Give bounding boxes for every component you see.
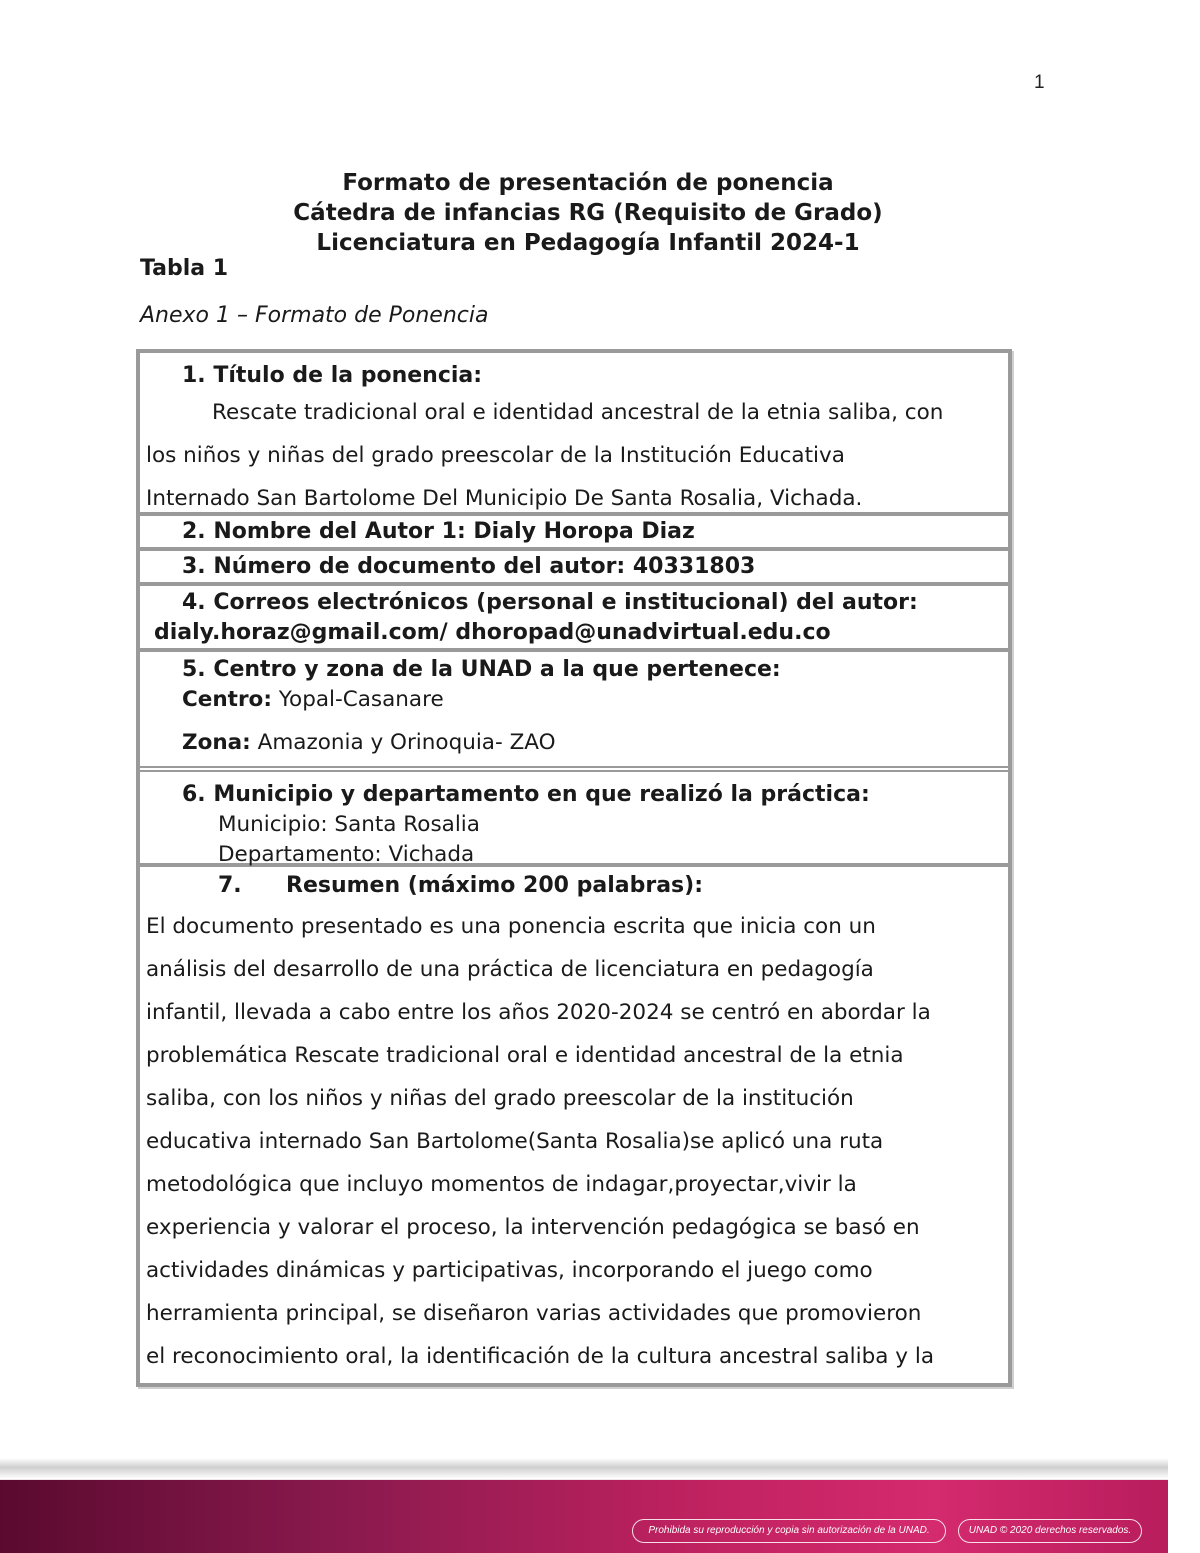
section-document-number — [140, 551, 1008, 586]
summary-heading — [146, 871, 1002, 901]
summary-heading-text: Resumen (máximo 200 palabras): — [286, 873, 703, 898]
annex-label: Anexo 1 – Formato de Ponencia — [140, 303, 489, 328]
zone-value: Amazonia y Orinoquia- ZAO — [250, 730, 556, 755]
section-title-heading: 1. Título de la ponencia: — [182, 363, 483, 388]
summary-line: infantil, llevada a cabo entre los años 2020-2024 se centró en abordar la — [146, 1000, 931, 1025]
section-emails — [140, 586, 1008, 652]
summary-line: actividades dinámicas y participativas, incorporando el juego como — [146, 1258, 873, 1283]
summary-line: saliba, con los niños y niñas del grado preescolar de la institución — [146, 1086, 854, 1111]
summary-text — [146, 905, 1002, 1378]
summary-line: experiencia y valorar el proceso, la intervención pedagógica se basó en — [146, 1215, 920, 1240]
summary-number: 7. — [218, 873, 242, 898]
department-value: Departamento: Vichada — [218, 842, 475, 867]
section-center-zone — [140, 652, 1008, 772]
section-municipality — [140, 772, 1008, 867]
author-heading: 2. Nombre del Autor 1: Dialy Horopa Diaz — [182, 519, 695, 544]
table-label: Tabla 1 — [140, 256, 229, 281]
title-catedra: Cátedra de infancias RG (Requisito de Grado) — [293, 200, 883, 226]
center-label: Centro: — [182, 687, 272, 712]
summary-line: problemática Rescate tradicional oral e identidad ancestral de la etnia — [146, 1043, 904, 1068]
title-format: Formato de presentación de ponencia — [342, 170, 834, 196]
zone-line — [146, 728, 1002, 758]
footer-notice: Prohibida su reproducción y copia sin autorización de la UNAD. — [632, 1519, 946, 1543]
document-number-heading: 3. Número de documento del autor: 40331803 — [182, 554, 756, 579]
footer-copyright: UNAD © 2020 derechos reservados. — [958, 1519, 1142, 1543]
summary-line: El documento presentado es una ponencia escrita que inicia con un — [146, 914, 876, 939]
emails-heading: 4. Correos electrónicos (personal e institucional) del autor: — [182, 590, 918, 615]
footer-gradient-band — [0, 1480, 1168, 1553]
center-value: Yopal-Casanare — [271, 687, 444, 712]
center-line — [146, 685, 1002, 715]
summary-line: análisis del desarrollo de una práctica de licenciatura en pedagogía — [146, 957, 874, 982]
title-line: Internado San Bartolome Del Municipio De Santa Rosalia, Vichada. — [146, 486, 863, 511]
title-licenciatura: Licenciatura en Pedagogía Infantil 2024-1 — [316, 230, 860, 256]
section-author — [140, 516, 1008, 551]
footer-banner — [0, 1458, 1168, 1553]
summary-line: educativa internado San Bartolome(Santa Rosalia)se aplicó una ruta — [146, 1129, 884, 1154]
summary-line: el reconocimiento oral, la identificación de la cultura ancestral saliba y la — [146, 1344, 934, 1369]
section-title — [140, 353, 1008, 516]
center-zone-heading: 5. Centro y zona de la UNAD a la que pertenece: — [182, 657, 781, 682]
municipality-value: Municipio: Santa Rosalia — [218, 812, 480, 837]
summary-line: herramienta principal, se diseñaron varias actividades que promovieron — [146, 1301, 922, 1326]
document-titles — [0, 168, 1176, 258]
section-summary — [140, 867, 1008, 1383]
zone-label: Zona: — [182, 730, 251, 755]
page-number: 1 — [1034, 72, 1045, 93]
emails-value: dialy.horaz@gmail.com/ dhoropad@unadvirtual.edu.co — [154, 620, 831, 645]
municipality-heading: 6. Municipio y departamento en que realizó la práctica: — [182, 782, 870, 807]
ponencia-form-table — [136, 349, 1012, 1387]
section-title-text — [146, 391, 1002, 520]
title-line: los niños y niñas del grado preescolar de la Institución Educativa — [146, 443, 845, 468]
summary-line: metodológica que incluyo momentos de indagar,proyectar,vivir la — [146, 1172, 857, 1197]
title-line: Rescate tradicional oral e identidad ancestral de la etnia saliba, con — [212, 400, 944, 425]
